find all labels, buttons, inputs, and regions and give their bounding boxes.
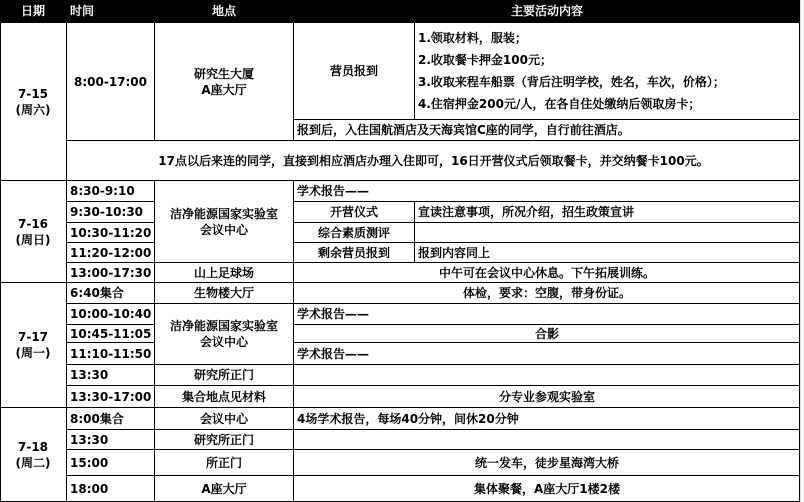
day1-place-line2: A座大厅: [201, 82, 247, 97]
day3-place-gate: 研究所正门: [193, 368, 254, 382]
day3-place-assembly: 集合地点见材料: [181, 389, 266, 404]
day3-time-4: 11:10-11:50: [70, 346, 152, 361]
border-col-place-b: [293, 180, 294, 502]
day2-place-line2: 会议中心: [199, 222, 248, 237]
border-d2-r1: [67, 201, 155, 202]
border-d3-r1: [67, 303, 800, 304]
border-col-date: [66, 0, 67, 502]
day2-opening: 开营仪式: [329, 205, 378, 219]
day1-item-1: 1.领取材料，服装；: [418, 31, 527, 45]
day2-quality-empty: [415, 223, 800, 242]
border-day2-end: [0, 282, 800, 283]
day4-weekday: (周二): [15, 456, 51, 470]
border-day1-items: [294, 119, 800, 120]
day3-photo: 合影: [534, 326, 559, 341]
border-day1-split: [414, 22, 415, 120]
day2-academic: 学术报告——: [297, 184, 370, 198]
day3-place-line1: 洁净能源国家实验室: [169, 319, 278, 333]
day1-date: 7-15: [17, 86, 49, 101]
day1-items: [415, 23, 800, 119]
header-place: 地点: [155, 0, 293, 22]
border-header: [0, 22, 800, 23]
day2-time-4: 11:20-12:00: [70, 245, 152, 260]
day1-place: [155, 23, 293, 140]
day3-weekday: (周一): [15, 346, 51, 360]
day3-place-lab: [155, 304, 293, 364]
border-d3-r2b: [294, 324, 800, 325]
day4-date: 7-18: [17, 440, 49, 454]
day4-time-1: 8:00集合: [70, 411, 124, 426]
border-d3-r5: [67, 385, 800, 386]
day3-checkup: 体检，要求：空腹，带身份证。: [462, 286, 631, 300]
day2-time-5: 13:00-17:30: [70, 265, 152, 280]
day2-remaining: 剩余营员报到: [317, 245, 390, 260]
day2-date: 7-16: [17, 216, 49, 231]
day1-weekday: (周六): [15, 102, 51, 117]
day1-time: 8:00-17:00: [73, 74, 148, 89]
day3-time-6: 13:30-17:00: [70, 389, 152, 404]
border-d2-r1b: [294, 201, 800, 202]
border-top: [0, 0, 800, 1]
day2-remaining-detail: 报到内容同上: [418, 245, 491, 260]
border-day1-end: [0, 180, 800, 181]
day2-time-2: 9:30-10:30: [70, 205, 144, 219]
border-d4-r3: [67, 475, 800, 476]
day4-dinner: 集体聚餐，A座大厅1楼2楼: [474, 482, 620, 496]
header-activities: 主要活动内容: [294, 0, 800, 22]
day4-place-main-gate: 所正门: [205, 455, 242, 470]
border-d2-r2: [67, 222, 155, 223]
day2-date-cell: [0, 181, 66, 282]
border-d3-r3b: [294, 342, 800, 343]
day3-time-2: 10:00-10:40: [70, 307, 152, 321]
day1-late-note: 17点以后来连的同学，直接到相应酒店办理入住即可，16日开营仪式后领取餐卡，并交纳餐卡100元。: [158, 153, 709, 168]
day3-empty: [294, 365, 800, 385]
day1-activity: 营员报到: [329, 64, 378, 78]
day2-afternoon: 中午可在会议中心休息。下午拓展训练。: [438, 265, 655, 280]
day1-item-4: 4.住宿押金200元/人，在各自住处缴纳后领取房卡；: [418, 97, 701, 111]
border-right: [799, 0, 800, 502]
day2-time-1: 8:30-9:10: [70, 184, 135, 198]
day4-empty: [294, 430, 800, 449]
day2-opening-detail: 宣读注意事项，所况介绍，招生政策宣讲: [418, 205, 635, 219]
sheet-gridline: [800, 0, 801, 502]
day2-weekday: (周日): [15, 232, 51, 247]
border-d3-r4: [67, 364, 800, 365]
header-time: 时间: [67, 0, 154, 22]
day1-place-line1: 研究生大厦: [193, 66, 254, 81]
day4-time-2: 13:30: [70, 432, 109, 447]
day3-date-cell: [0, 283, 66, 407]
day4-place-meeting: 会议中心: [199, 411, 248, 426]
border-d3-r3: [67, 342, 155, 343]
day4-date-cell: [0, 408, 66, 502]
header-date: 日期: [0, 0, 66, 22]
day2-place: [155, 181, 293, 262]
border-left: [0, 0, 1, 502]
border-d3-r2: [67, 324, 155, 325]
border-d2-r3: [67, 242, 155, 243]
day3-place-bio: 生物楼大厅: [193, 286, 254, 300]
day4-place-gate: 研究所正门: [193, 432, 254, 447]
day3-time-3: 10:45-11:05: [70, 326, 152, 341]
border-d4-r1: [67, 429, 800, 430]
border-d2-r2b: [294, 222, 800, 223]
day3-academic-2: 学术报告——: [297, 346, 370, 361]
day3-date: 7-17: [17, 330, 49, 344]
day4-time-4: 18:00: [70, 482, 109, 496]
day3-academic-1: 学术报告——: [297, 307, 370, 321]
day4-place-lobby: A座大厅: [201, 482, 247, 496]
day4-reports: 4场学术报告，每场40分钟，间休20分钟: [297, 411, 519, 426]
day2-quality: 综合素质测评: [317, 225, 390, 240]
border-d2-r4: [67, 262, 800, 263]
day3-visit: 分专业参观实验室: [498, 389, 595, 404]
day2-place-afternoon: 山上足球场: [193, 265, 254, 280]
day4-bus: 统一发车，徒步星海湾大桥: [474, 455, 619, 470]
border-d4-r2: [67, 449, 800, 450]
day2-time-3: 10:30-11:20: [70, 225, 152, 240]
day1-item-3: 3.收取来程车船票（背后注明学校，姓名，车次，价格）；: [418, 75, 725, 89]
border-d2-r3b: [294, 242, 800, 243]
day1-hotel-note: 报到后，入住国航酒店及天海宾馆C座的同学，自行前往酒店。: [297, 123, 630, 137]
day3-time-1: 6:40集合: [70, 286, 124, 300]
day1-item-2: 2.收取餐卡押金100元；: [418, 53, 552, 67]
border-day1-block: [67, 140, 800, 141]
border-day2-split: [414, 201, 415, 263]
day3-time-5: 13:30: [70, 368, 109, 382]
border-day3-end: [0, 407, 800, 408]
day2-place-line1: 洁净能源国家实验室: [169, 206, 278, 221]
day1-date-cell: [0, 23, 66, 180]
day3-place-line2: 会议中心: [199, 335, 248, 349]
day4-time-3: 15:00: [70, 455, 109, 470]
border-col-time-b: [154, 180, 155, 502]
